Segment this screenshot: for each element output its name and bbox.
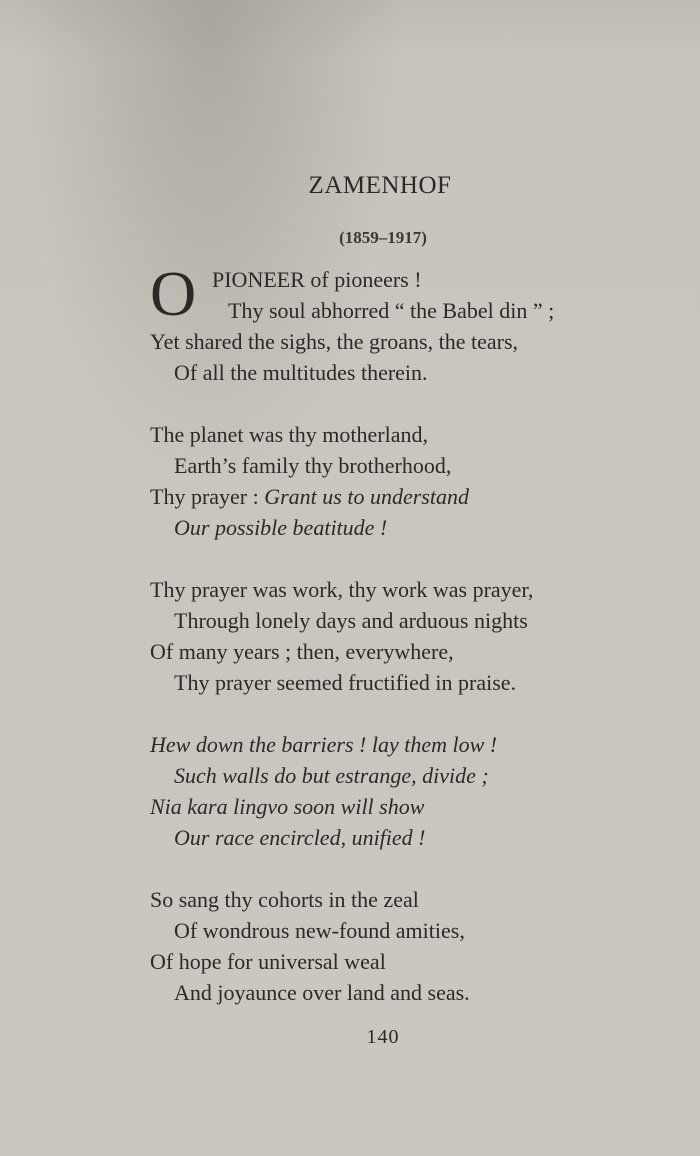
- poem-line: Of all the multitudes therein.: [174, 360, 428, 385]
- page-number: 140: [366, 1026, 400, 1048]
- poem-line: And joyaunce over land and seas.: [174, 980, 470, 1005]
- poem-line: [150, 481, 690, 512]
- stanza-4: [150, 729, 690, 853]
- drop-cap: O: [150, 258, 197, 329]
- poem-line-italic: Grant us to understand: [264, 484, 469, 509]
- poem-line: Of hope for universal weal: [150, 949, 386, 974]
- stanza-5: [150, 884, 690, 1008]
- poem-title: ZAMENHOF: [308, 172, 452, 199]
- poem-line: Of wondrous new-found amities,: [174, 918, 465, 943]
- stanza-1: [150, 258, 690, 388]
- poem-line: Our race encircled, unified !: [174, 825, 426, 850]
- poem-line: So sang thy cohorts in the zeal: [150, 887, 419, 912]
- poem-line: Our possible beatitude !: [174, 515, 388, 540]
- poem-body: [150, 258, 690, 1039]
- poem-line: Such walls do but estrange, divide ;: [174, 763, 489, 788]
- poem-line: Thy prayer seemed fructified in praise.: [174, 670, 517, 695]
- stanza-3: [150, 574, 690, 698]
- poem-line: Nia kara lingvo soon will show: [150, 794, 425, 819]
- poem-line: The planet was thy motherland,: [150, 422, 428, 447]
- poem-line: Hew down the barriers ! lay them low !: [150, 732, 498, 757]
- poem-dates: (1859–1917): [339, 228, 427, 247]
- poem-line: PIONEER of pioneers !: [212, 267, 422, 292]
- poem-line: Through lonely days and arduous nights: [174, 608, 528, 633]
- stanza-2: [150, 419, 690, 543]
- poem-line: Thy prayer was work, thy work was prayer,: [150, 577, 534, 602]
- poem-line-roman: Thy prayer :: [150, 484, 265, 509]
- poem-line: Of many years ; then, everywhere,: [150, 639, 454, 664]
- poem-line: Yet shared the sighs, the groans, the tears,: [150, 329, 519, 354]
- poem-line: Thy soul abhorred “ the Babel din ” ;: [228, 298, 555, 323]
- poem-line: Earth’s family thy brotherhood,: [174, 453, 452, 478]
